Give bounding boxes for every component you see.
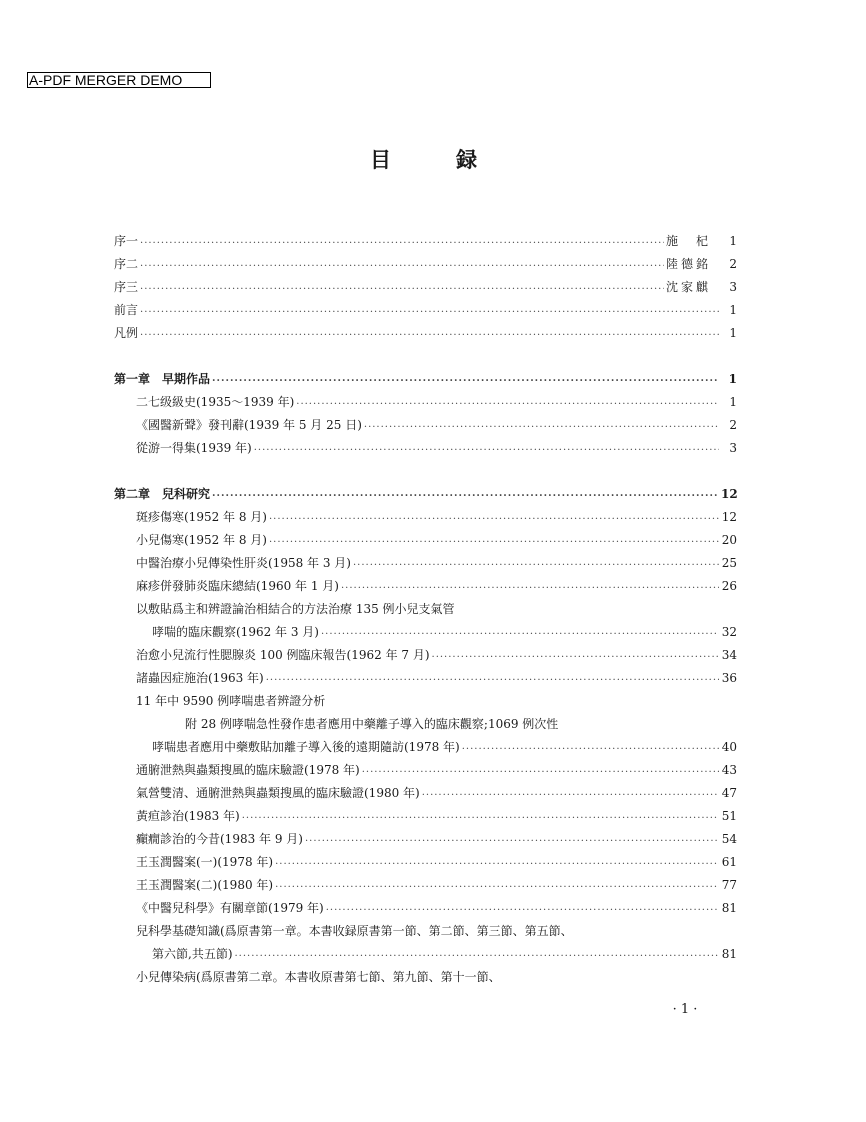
leader-dots [326,898,719,918]
toc-entry-title: 王玉潤醫案(二)(1980 年) [136,878,274,892]
toc-entry-title: 前言 [114,303,139,317]
chapter-heading [114,484,737,504]
toc-entry-title: 麻疹併發肺炎臨床總結(1960 年 1 月) [136,579,339,593]
toc-entry-title: 王玉潤醫案(一)(1978 年) [136,855,274,869]
leader-dots [269,507,719,527]
toc-entry [136,530,737,550]
toc-entry [136,898,737,918]
toc-entry [114,323,737,343]
chapter-heading [114,369,737,389]
toc-entry-title: 序二 [114,257,139,271]
leader-dots [140,323,719,343]
toc-entry-line: 附 28 例哮喘急性發作患者應用中藥離子導入的臨床觀察;1069 例次性 [185,717,559,731]
toc-entry [114,277,737,297]
toc-entry-page: 26 [721,579,737,593]
leader-dots [140,231,664,251]
toc-entry-page: 2 [729,418,737,432]
leader-dots [266,668,719,688]
toc-entry [136,783,737,803]
toc-entry [136,507,737,527]
leader-dots [212,484,719,504]
leader-dots [364,415,719,435]
toc-entry [136,645,737,665]
toc-entry-title: 序一 [114,234,139,248]
toc-entry-page: 3 [729,441,737,455]
toc-entry-page: 12 [721,510,737,524]
title-char-left: 目 [370,147,391,172]
toc-entry-title: 治愈小兒流行性腮腺炎 100 例臨床報告(1962 年 7 月) [136,648,430,662]
page-number: · 1 · [672,1002,698,1017]
toc-entry-page: 32 [721,625,737,639]
chapter-page: 12 [721,487,738,501]
toc-entry-title: 通腑泄熱與蟲類搜風的臨床驗證(1978 年) [136,763,360,777]
toc-entry-title: 黃疸診治(1983 年) [136,809,240,823]
toc-entry [136,438,737,458]
title-char-right: 録 [456,147,477,172]
leader-dots [140,277,664,297]
chapter-title: 第一章 早期作品 [114,372,211,386]
leader-dots [341,576,719,596]
toc-entry-title: 《中醫兒科學》有關章節(1979 年) [136,901,324,915]
toc-entry-page: 40 [721,740,737,754]
leader-dots [140,300,719,320]
toc-entry-title: 諸蟲因症施治(1963 年) [136,671,264,685]
toc-entry [114,231,737,251]
toc-entry-title: 凡例 [114,326,139,340]
toc-entry-title: 斑疹傷寒(1952 年 8 月) [136,510,267,524]
toc-entry-page: 43 [721,763,737,777]
toc-entry-page: 51 [721,809,737,823]
leader-dots [321,622,719,642]
toc-entry [152,944,737,964]
leader-dots [422,783,719,803]
toc-entry-title: 中醫治療小兒傳染性肝炎(1958 年 3 月) [136,556,351,570]
toc-entry-page: 81 [721,901,737,915]
toc-entry-title: 哮喘患者應用中藥敷貼加離子導入後的遠期隨訪(1978 年) [152,740,460,754]
leader-dots [432,645,719,665]
toc-entry [114,300,737,320]
toc-entry-page: 1 [729,303,737,317]
toc-entry-title: 序三 [114,280,139,294]
toc-entry-page: 25 [721,556,737,570]
leader-dots [269,530,719,550]
toc-entry-page: 54 [721,832,737,846]
toc-entry-author: 沈家麒 [665,280,711,294]
leader-dots [305,829,719,849]
leader-dots [235,944,720,964]
toc-entry [152,622,737,642]
watermark-label: A-PDF MERGER DEMO [27,72,211,88]
toc-entry-page: 34 [721,648,737,662]
toc-entry-title: 氣營雙清、通腑泄熱與蟲類搜風的臨床驗證(1980 年) [136,786,420,800]
toc-entry [136,806,737,826]
leader-dots [275,875,719,895]
toc-entry [152,737,737,757]
toc-entry-title: 從游一得集(1939 年) [136,441,252,455]
leader-dots [140,254,664,274]
toc-entry-line: 以敷貼爲主和辨證論治相結合的方法治療 135 例小兒支氣管 [136,602,455,616]
leader-dots [462,737,719,757]
toc-entry-page: 77 [721,878,737,892]
toc-entry-title: 二七级級史(1935～1939 年) [136,395,295,409]
toc-entry-page: 61 [721,855,737,869]
toc-entry-page: 2 [729,257,737,271]
toc-entry [136,576,737,596]
toc-entry-page: 47 [721,786,737,800]
leader-dots [362,760,719,780]
toc-entry [136,875,737,895]
leader-dots [296,392,719,412]
toc-entry [114,254,737,274]
leader-dots [353,553,719,573]
toc-entry-line: 兒科學基礎知識(爲原書第一章。本書收録原書第一節、第二節、第三節、第五節、 [136,924,573,938]
toc-entry-title: 《國醫新聲》發刊辭(1939 年 5 月 25 日) [136,418,362,432]
toc-entry-page: 1 [729,234,737,248]
toc-entry-line: 11 年中 9590 例哮喘患者辨證分析 [136,694,326,708]
chapter-title: 第二章 兒科研究 [114,487,211,501]
toc-entry [136,392,737,412]
toc-entry-page: 36 [721,671,737,685]
toc-entry-title: 癲癇診治的今昔(1983 年 9 月) [136,832,303,846]
leader-dots [254,438,719,458]
toc-entry-title: 小兒傷寒(1952 年 8 月) [136,533,267,547]
toc-entry-page: 1 [729,395,737,409]
toc-entry-line: 小兒傳染病(爲原書第二章。本書收原書第七節、第九節、第十一節、 [136,970,501,984]
leader-dots [275,852,719,872]
toc-entry-title: 哮喘的臨床觀察(1962 年 3 月) [152,625,319,639]
toc-entry-author: 陸德銘 [665,257,711,271]
toc-entry-title: 第六節,共五節) [152,947,233,961]
toc-entry [136,829,737,849]
toc-entry [136,553,737,573]
toc-entry-page: 20 [721,533,737,547]
toc-entry [136,415,737,435]
chapter-page: 1 [728,372,737,386]
page-title [0,145,866,175]
toc-entry-page: 81 [721,947,737,961]
toc-entry [136,760,737,780]
toc-entry-page: 1 [729,326,737,340]
toc-entry-author: 施 杞 [665,234,711,248]
leader-dots [242,806,719,826]
toc-entry-page: 3 [729,280,737,294]
leader-dots [212,369,719,389]
toc-entry [136,852,737,872]
toc-entry [136,668,737,688]
